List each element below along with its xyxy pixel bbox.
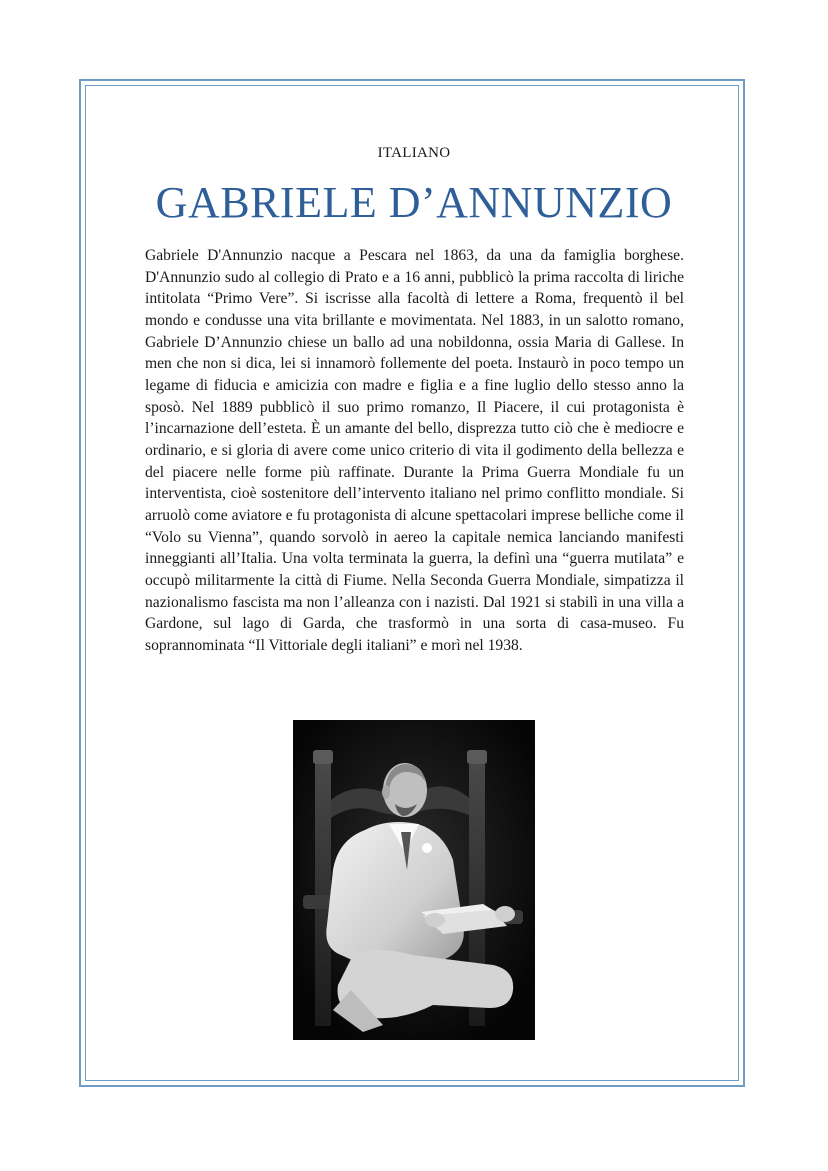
portrait-photo xyxy=(293,720,535,1040)
biography-paragraph: Gabriele D'Annunzio nacque a Pescara nel 1863, da una da famiglia borghese. D'Annunzio sudo al collegio di Prato e a 16 anni, pubblicò la prima raccolta di liriche intitolata “Primo Vere”. Si iscrisse alla facoltà di lettere a Roma, frequentò il bel mondo e condusse una vita brillante e movimentata. Nel 1883, in un salotto romano, Gabriele D’Annunzio chiese un ballo ad una nobildonna, ossia Maria di Gallese. In men che non si dica, lei si innamorò follemente del poeta. Instaurò in poco tempo un legame di fiducia e amicizia con madre e figlia e a fine luglio dello stesso anno la sposò. Nel 1889 pubblicò il suo primo romanzo, Il Piacere, il cui protagonista è l’incarnazione dell’esteta. È un amante del bello, disprezza tutto ciò che è mediocre e ordinario, e si gloria di avere come unico criterio di vita il godimento della bellezza e del piacere nelle forme più raffinate. Durante la Prima Guerra Mondiale fu un interventista, cioè sostenitore dell’intervento italiano nel primo conflitto mondiale. Si arruolò come aviatore e fu protagonista di alcune spettacolari imprese belliche come il “Volo su Vienna”, quando sorvolò in aereo la capitale nemica lanciando manifesti inneggianti all’Italia. Una volta terminata la guerra, la definì una “guerra mutilata” e occupò militarmente la città di Fiume. Nella Seconda Guerra Mondiale, simpatizza il nazionalismo fascista ma non l’alleanza con i nazisti. Dal 1921 si stabilì in una villa a Gardone, sul lago di Garda, che trasformò in una sorta di casa-museo. Fu soprannominata “Il Vittoriale degli italiani” e morì nel 1938. xyxy=(145,247,684,654)
subject-label: ITALIANO xyxy=(377,145,451,161)
page-title: GABRIELE D’ANNUNZIO xyxy=(155,178,673,227)
